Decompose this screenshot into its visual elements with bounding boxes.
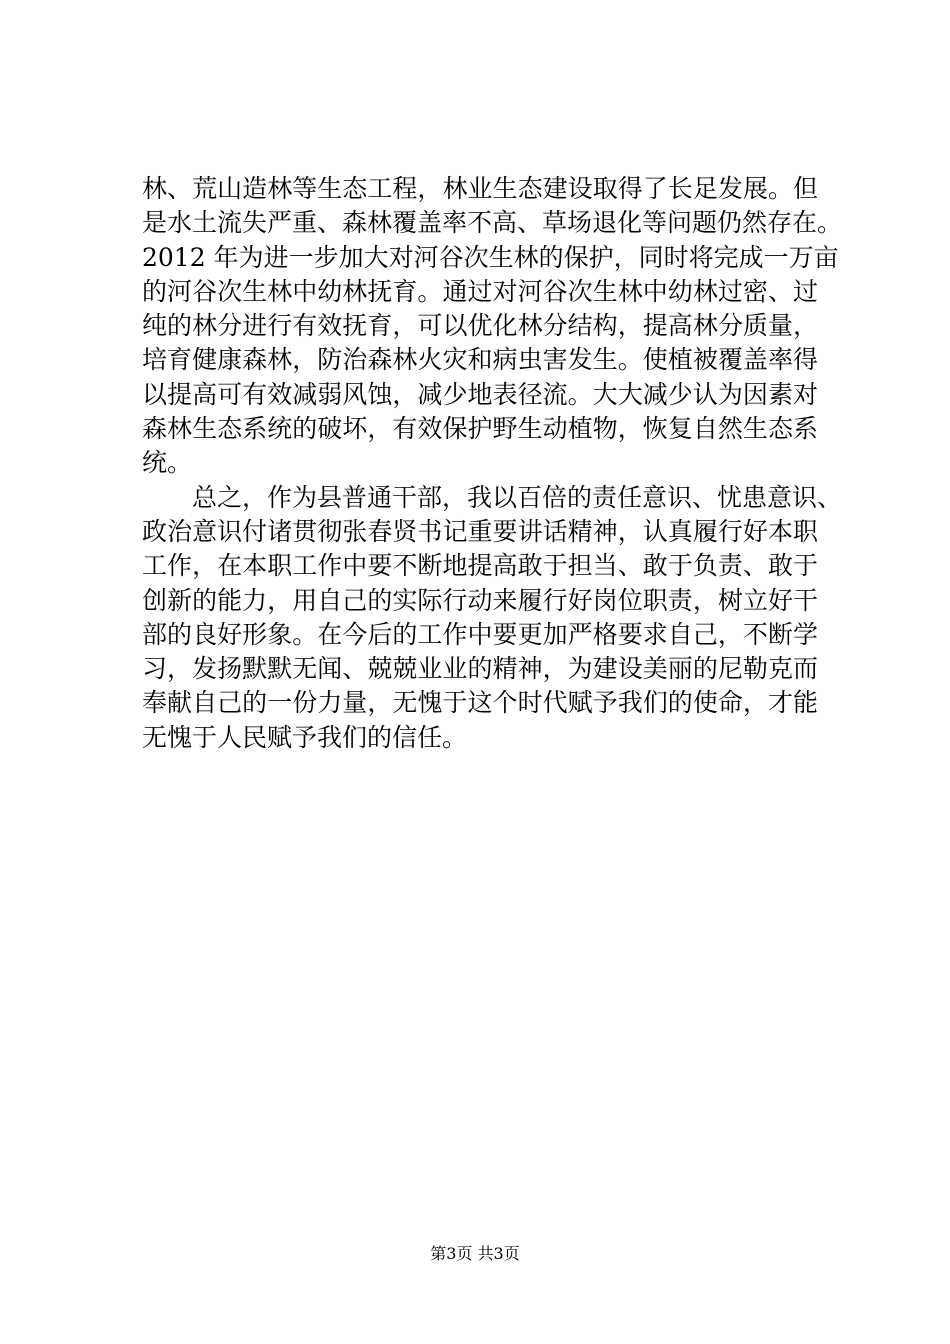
text-line: 培育健康森林，防治森林火灾和病虫害发生。使植被覆盖率得 (142, 345, 818, 375)
text-line: 总之，作为县普通干部，我以百倍的责任意识、忧患意识、 (192, 482, 843, 512)
text-line: 习，发扬默默无闻、兢兢业业的精神，为建设美丽的尼勒克而 (142, 654, 818, 684)
text-line: 无愧于人民赋予我们的信任。 (142, 722, 468, 752)
page-number-footer: 第3页 共3页 (430, 1244, 520, 1263)
document-body (142, 172, 843, 755)
text-line: 林、荒山造林等生态工程，林业生态建设取得了长足发展。但 (142, 174, 818, 203)
text-line: 创新的能力，用自己的实际行动来履行好岗位职责，树立好干 (142, 585, 818, 615)
text-line: 工作，在本职工作中要不断地提高敢于担当、敢于负责、敢于 (142, 551, 818, 581)
text-line: 政治意识付诸贯彻张春贤书记重要讲话精神，认真履行好本职 (142, 516, 818, 546)
text-line: 森林生态系统的破坏，有效保护野生动植物，恢复自然生态系 (142, 414, 818, 444)
text-line: 奉献自己的一份力量，无愧于这个时代赋予我们的使命，才能 (142, 688, 818, 718)
text-line: 以提高可有效减弱风蚀，减少地表径流。大大减少认为因素对 (142, 379, 818, 409)
text-line: 2012 年为进一步加大对河谷次生林的保护，同时将完成一万亩 (142, 242, 839, 272)
text-line: 部的良好形象。在今后的工作中要更加严格要求自己，不断学 (142, 619, 818, 649)
text-line: 是水土流失严重、森林覆盖率不高、草场退化等问题仍然存在。 (142, 208, 843, 238)
text-line: 纯的林分进行有效抚育，可以优化林分结构，提高林分质量， (142, 311, 818, 341)
text-line: 统。 (142, 448, 193, 478)
text-line: 的河谷次生林中幼林抚育。通过对河谷次生林中幼林过密、过 (142, 276, 818, 306)
